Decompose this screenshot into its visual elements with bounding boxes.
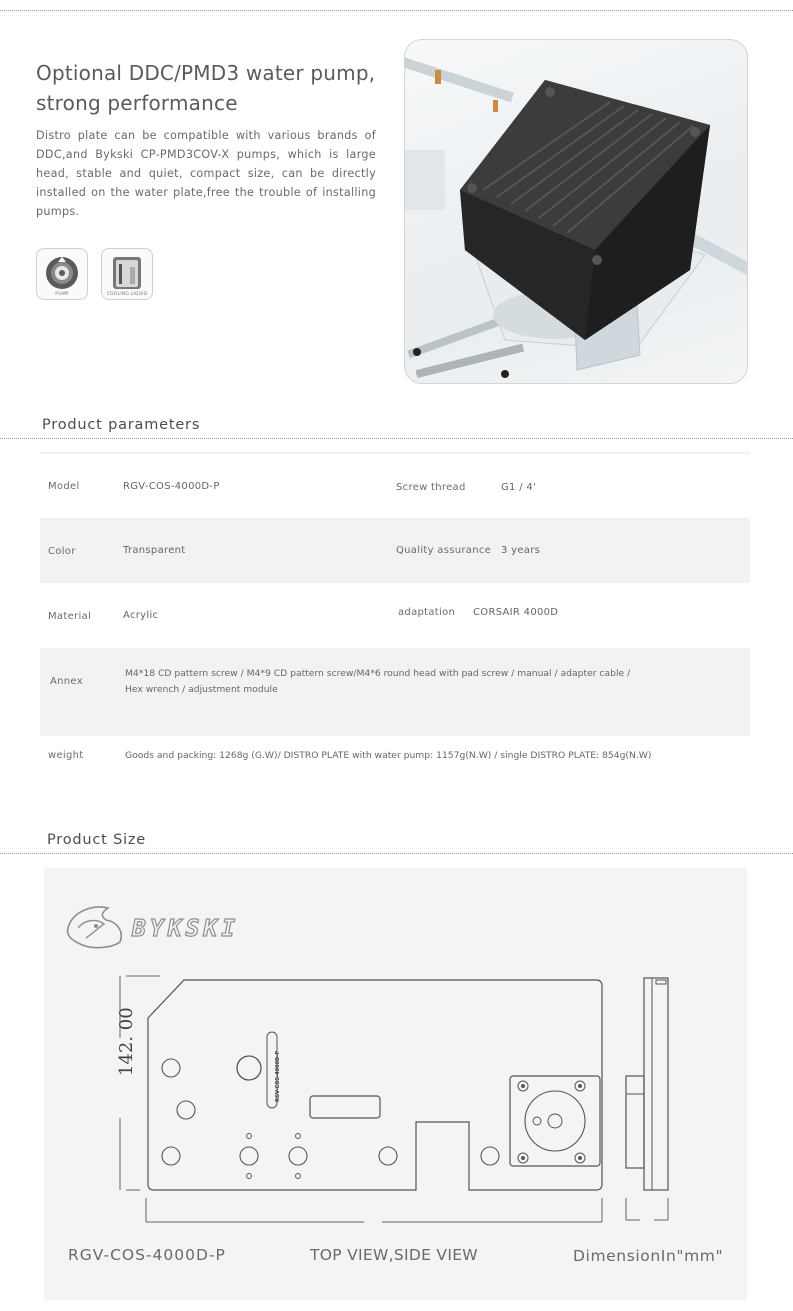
plate-engraved-label: RGV-COS-4000D-P bbox=[275, 1050, 281, 1102]
row-value: Acrylic bbox=[123, 610, 159, 621]
row-label: Annex bbox=[50, 676, 83, 687]
pump-badge bbox=[36, 248, 88, 300]
cooling-liquid-badge bbox=[101, 248, 153, 300]
row-label: Material bbox=[48, 611, 92, 622]
hero-description: Distro plate can be compatible with various brands of DDC,and Bykski CP-PMD3COV-X pumps, which is large head, stable and quiet, compact size, can be directly installed on the water plate,free the trouble of installing pumps. bbox=[36, 129, 376, 218]
caption-model: RGV-COS-4000D-P bbox=[68, 1246, 226, 1264]
table-row bbox=[40, 518, 750, 583]
parameters-table bbox=[40, 452, 750, 776]
caption-views: TOP VIEW,SIDE VIEW bbox=[310, 1246, 478, 1264]
top-divider bbox=[0, 10, 793, 11]
row-value2: 3 years bbox=[501, 545, 541, 556]
table-row bbox=[40, 736, 750, 776]
row-label: Model bbox=[48, 481, 80, 492]
hero-title-line1: Optional DDC/PMD3 water pump, bbox=[36, 61, 376, 85]
table-row bbox=[40, 648, 750, 736]
hero-title bbox=[36, 58, 386, 118]
parameters-divider bbox=[0, 438, 793, 439]
table-row bbox=[40, 454, 750, 518]
row-value-line2: Hex wrench / adjustment module bbox=[125, 684, 278, 695]
hero-title-line2: strong performance bbox=[36, 91, 238, 115]
row-label: weight bbox=[48, 750, 84, 761]
dimension-drawing-panel bbox=[44, 868, 747, 1300]
row-label2: adaptation bbox=[398, 607, 456, 618]
row-value2: CORSAIR 4000D bbox=[473, 607, 559, 618]
technical-drawing bbox=[44, 868, 747, 1300]
row-value: RGV-COS-4000D-P bbox=[123, 481, 220, 492]
pump-badge-label: PUMP bbox=[55, 292, 69, 297]
water-pump-photo bbox=[404, 39, 748, 384]
parameters-title: Product parameters bbox=[42, 417, 201, 433]
cooling-liquid-badge-label: COOLING LIQUID bbox=[106, 292, 148, 297]
bykski-logo-text: BYKSKI bbox=[132, 916, 240, 942]
row-value: Transparent bbox=[123, 545, 186, 556]
row-label2: Screw thread bbox=[396, 482, 466, 493]
dimension-value: 142. 00 bbox=[116, 1007, 137, 1076]
pump-icon bbox=[37, 251, 87, 295]
cooling-liquid-icon bbox=[102, 251, 152, 295]
size-divider bbox=[0, 853, 793, 854]
row-value-line1: M4*18 CD pattern screw / M4*9 CD pattern screw/M4*6 round head with pad screw / manual / adapter cable / bbox=[125, 668, 631, 679]
table-row bbox=[40, 583, 750, 648]
size-title: Product Size bbox=[47, 832, 147, 848]
pump-illustration bbox=[405, 40, 747, 383]
caption-units: DimensionIn"mm" bbox=[573, 1247, 724, 1265]
row-value: Goods and packing: 1268g (G.W)/ DISTRO PLATE with water pump: 1157g(N.W) / single DISTRO PLATE: 854g(N.W) bbox=[125, 750, 652, 761]
row-label2: Quality assurance bbox=[396, 545, 492, 556]
row-value2: G1 / 4' bbox=[501, 482, 537, 493]
row-label: Color bbox=[48, 546, 76, 557]
